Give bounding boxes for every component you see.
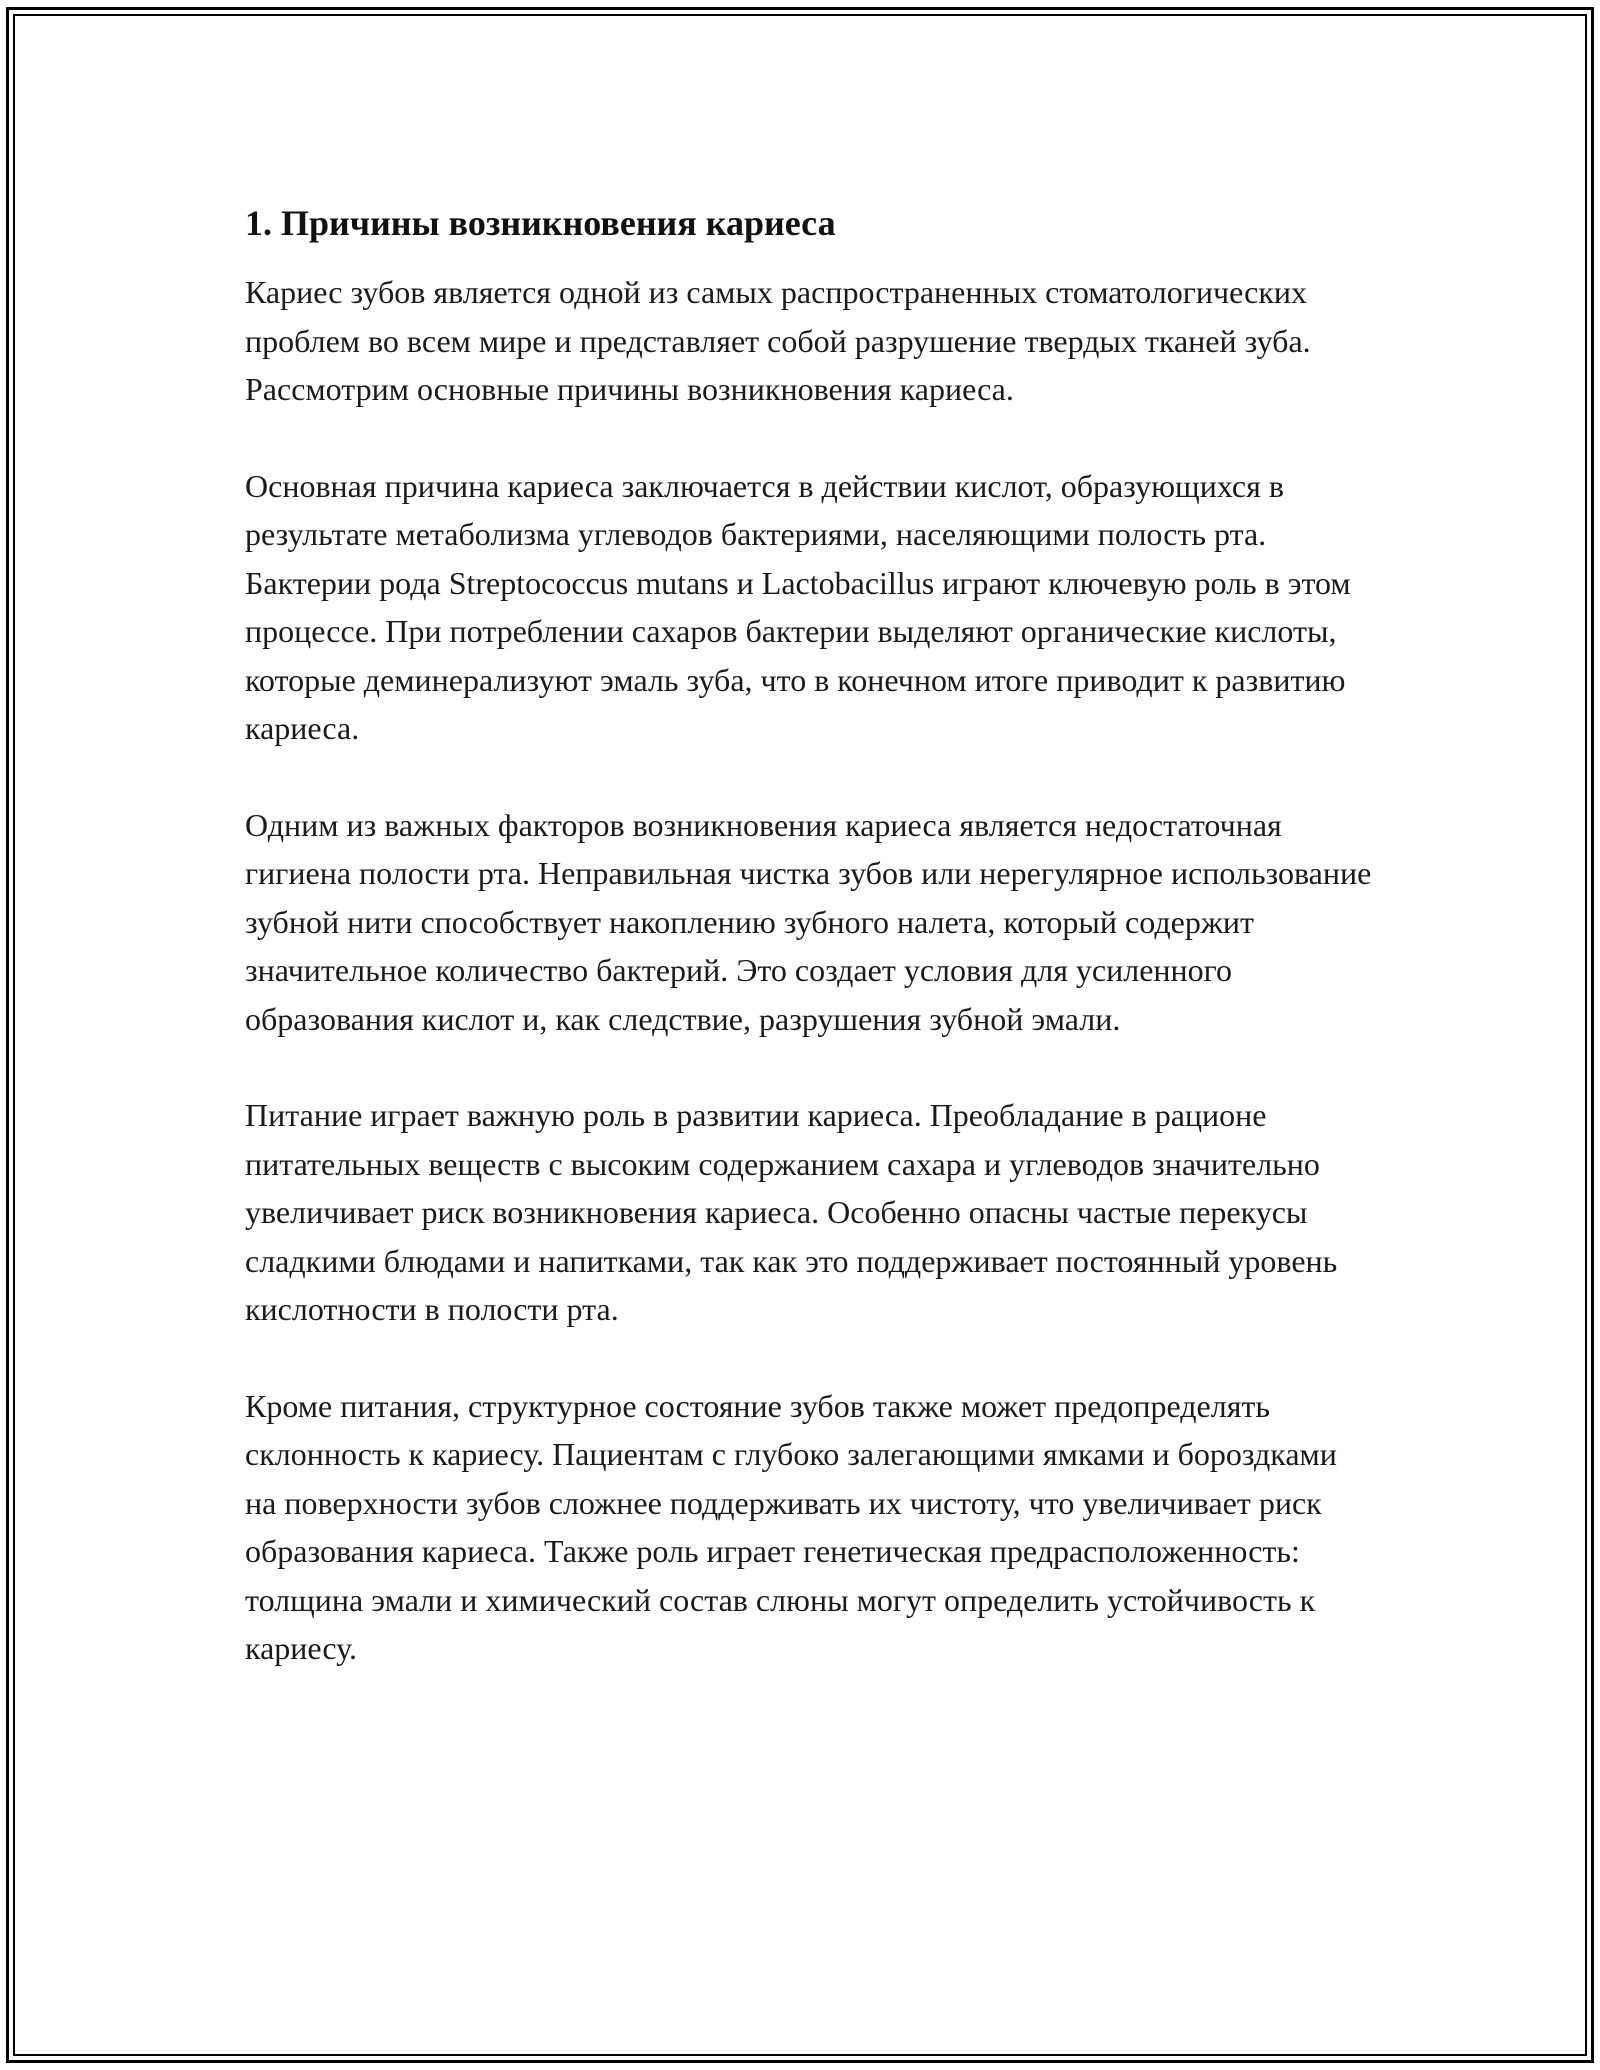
document-body: [245, 200, 1375, 1721]
paragraph-structure: Кроме питания, структурное состояние зубов также может предопределять склонность к кариесу. Пациентам с глубоко залегающими ямками и бороздками на поверхности зубов сложнее поддерживать их чистоту, что увеличивает риск образования кариеса. Также роль играет генетическая предрасположенность: толщина эмали и химический состав слюны могут определить устойчивость к кариесу.: [245, 1387, 1337, 1666]
paragraph-nutrition: Питание играет важную роль в развитии кариеса. Преобладание в рационе питательных веществ с высоким содержанием сахара и углеводов значительно увеличивает риск возникновения кариеса. Особенно опасны частые перекусы сладкими блюдами и напитками, так как это поддерживает постоянный уровень кислотности в полости рта.: [245, 1097, 1338, 1327]
paragraph-hygiene: Одним из важных факторов возникновения кариеса является недостаточная гигиена полости рта. Неправильная чистка зубов или нерегулярное использование зубной нити способствует накоплению зубного налета, который содержит значительное количество бактерий. Это создает условия для усиленного образования кислот и, как следствие, разрушения зубной эмали.: [245, 806, 1372, 1037]
paragraph-acids: Основная причина кариеса заключается в действии кислот, образующихся в результате метаболизма углеводов бактериями, населяющими полость рта. Бактерии рода Streptococcus mutans и Lactobacillus играют ключевую роль в этом процессе. При потреблении сахаров бактерии выделяют органические кислоты, которые деминерализуют эмаль зуба, что в конечном итоге приводит к развитию кариеса.: [245, 467, 1351, 746]
paragraph-intro: Кариес зубов является одной из самых распространенных стоматологических проблем во всем мире и представляет собой разрушение твердых тканей зуба. Рассмотрим основные причины возникновения кариеса.: [245, 274, 1311, 407]
section-heading: 1. Причины возникновения кариеса: [245, 203, 836, 243]
page-border: [6, 7, 1594, 2063]
